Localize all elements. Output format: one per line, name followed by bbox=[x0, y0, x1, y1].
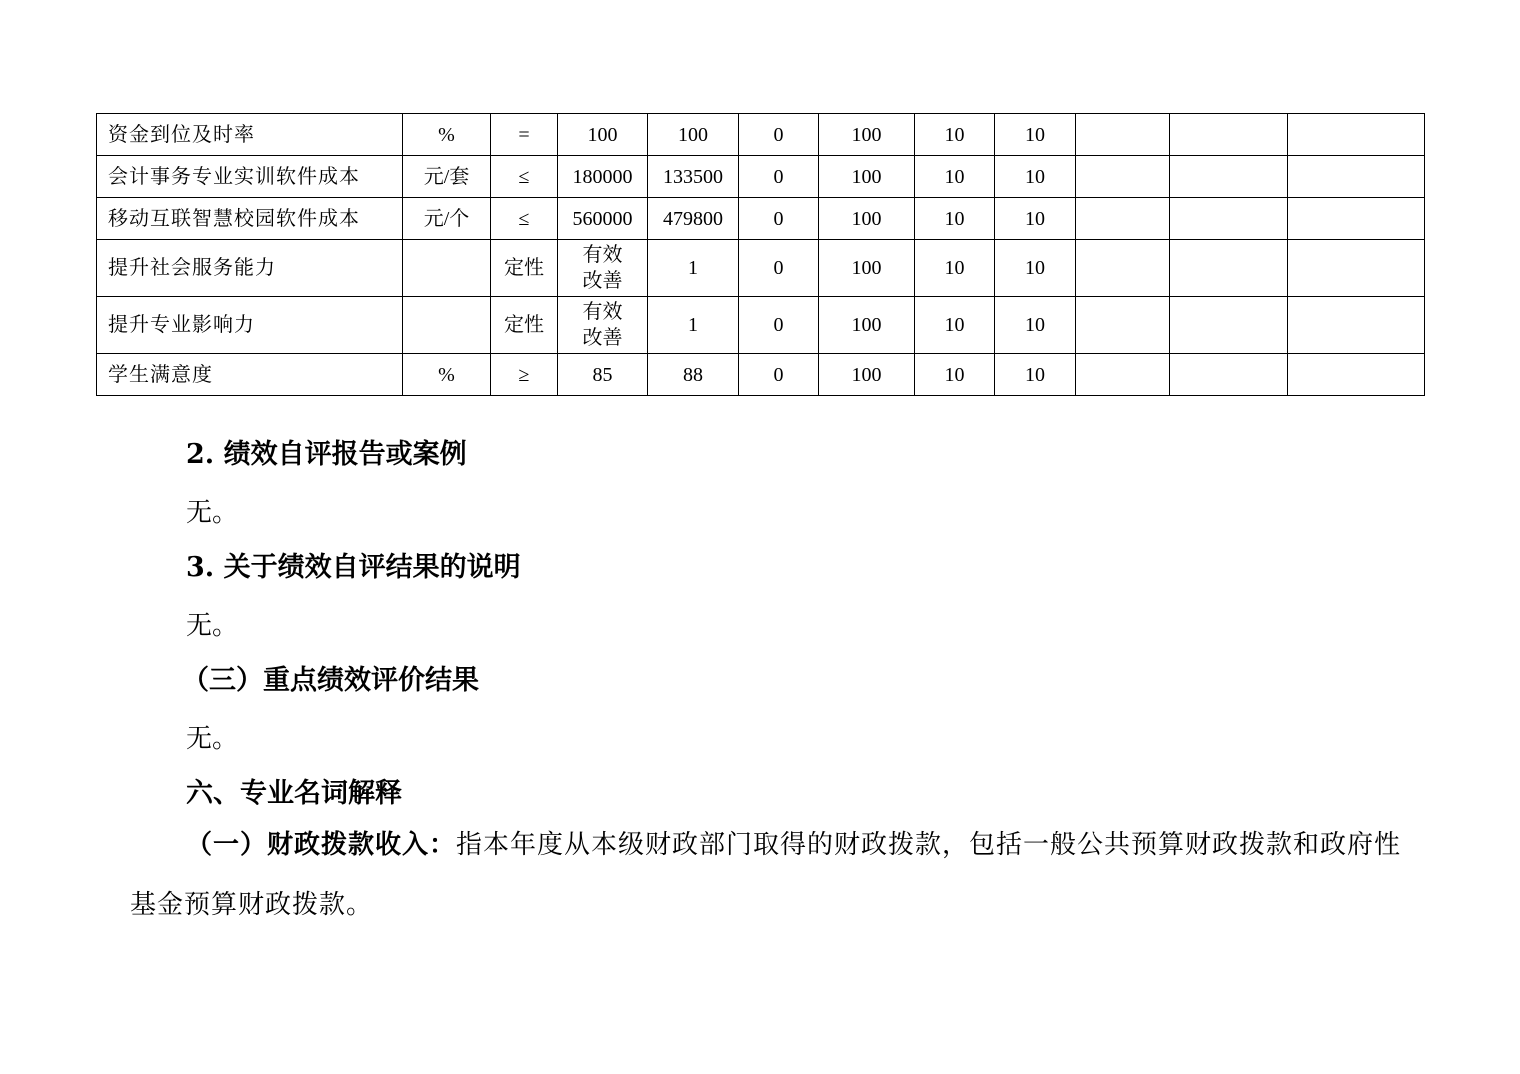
actual-value-cell: 88 bbox=[648, 354, 739, 396]
empty-cell bbox=[1076, 240, 1170, 297]
value-cell: 100 bbox=[819, 240, 915, 297]
value-cell: 0 bbox=[739, 297, 819, 354]
value-cell: 10 bbox=[995, 354, 1076, 396]
empty-cell bbox=[1076, 114, 1170, 156]
operator-cell: ≤ bbox=[491, 198, 558, 240]
value-cell: 100 bbox=[819, 114, 915, 156]
value-cell: 100 bbox=[819, 354, 915, 396]
operator-cell: ≤ bbox=[491, 156, 558, 198]
empty-cell bbox=[1288, 354, 1425, 396]
table-row bbox=[97, 240, 1425, 297]
indicator-name: 学生满意度 bbox=[97, 354, 403, 396]
section-heading-key-evaluation-results: （三）重点绩效评价结果 bbox=[182, 665, 479, 696]
unit-cell bbox=[403, 297, 491, 354]
section-heading-self-evaluation-report: 2. 绩效自评报告或案例 bbox=[186, 439, 467, 470]
target-value-cell: 560000 bbox=[558, 198, 648, 240]
operator-cell: 定性 bbox=[491, 297, 558, 354]
table-row bbox=[97, 114, 1425, 156]
table-row bbox=[97, 354, 1425, 396]
actual-value-cell: 133500 bbox=[648, 156, 739, 198]
value-cell: 10 bbox=[915, 297, 995, 354]
empty-cell bbox=[1288, 156, 1425, 198]
empty-cell bbox=[1288, 297, 1425, 354]
value-cell: 0 bbox=[739, 156, 819, 198]
indicator-name: 提升社会服务能力 bbox=[97, 240, 403, 297]
section-heading-self-evaluation-notes: 3. 关于绩效自评结果的说明 bbox=[186, 552, 521, 583]
table-row bbox=[97, 156, 1425, 198]
indicator-name: 提升专业影响力 bbox=[97, 297, 403, 354]
value-cell: 100 bbox=[819, 297, 915, 354]
target-value-cell bbox=[558, 240, 648, 297]
empty-cell bbox=[1076, 156, 1170, 198]
value-cell: 10 bbox=[995, 198, 1076, 240]
value-cell: 10 bbox=[995, 114, 1076, 156]
target-value-cell: 85 bbox=[558, 354, 648, 396]
target-line: 有效 bbox=[582, 301, 623, 323]
section-body-text: 无。 bbox=[186, 611, 239, 641]
empty-cell bbox=[1288, 198, 1425, 240]
target-value-cell: 100 bbox=[558, 114, 648, 156]
unit-cell: 元/个 bbox=[403, 198, 491, 240]
empty-cell bbox=[1076, 198, 1170, 240]
glossary-term: （一）财政拨款收入： bbox=[186, 830, 457, 860]
empty-cell bbox=[1170, 240, 1288, 297]
value-cell: 10 bbox=[915, 156, 995, 198]
value-cell: 0 bbox=[739, 198, 819, 240]
empty-cell bbox=[1076, 354, 1170, 396]
empty-cell bbox=[1170, 354, 1288, 396]
value-cell: 10 bbox=[995, 240, 1076, 297]
target-line: 改善 bbox=[582, 270, 623, 292]
operator-cell: = bbox=[491, 114, 558, 156]
unit-cell: 元/套 bbox=[403, 156, 491, 198]
glossary-term-text: 指本年度从本级财政部门取得的财政拨款，包括一般公共预算财政拨款和政府性基金预算财政拨款。 bbox=[130, 830, 1402, 920]
indicator-name: 会计事务专业实训软件成本 bbox=[97, 156, 403, 198]
empty-cell bbox=[1288, 240, 1425, 297]
value-cell: 10 bbox=[915, 240, 995, 297]
section-body-text: 无。 bbox=[186, 724, 239, 754]
empty-cell bbox=[1170, 297, 1288, 354]
target-line: 有效 bbox=[582, 244, 623, 266]
operator-cell: 定性 bbox=[491, 240, 558, 297]
operator-cell: ≥ bbox=[491, 354, 558, 396]
performance-indicator-table bbox=[96, 113, 1425, 396]
actual-value-cell: 479800 bbox=[648, 198, 739, 240]
value-cell: 10 bbox=[915, 354, 995, 396]
indicator-name: 资金到位及时率 bbox=[97, 114, 403, 156]
empty-cell bbox=[1076, 297, 1170, 354]
actual-value-cell: 1 bbox=[648, 297, 739, 354]
value-cell: 0 bbox=[739, 114, 819, 156]
table-row bbox=[97, 297, 1425, 354]
target-value-cell: 180000 bbox=[558, 156, 648, 198]
value-cell: 0 bbox=[739, 240, 819, 297]
empty-cell bbox=[1170, 156, 1288, 198]
value-cell: 0 bbox=[739, 354, 819, 396]
section-heading-glossary: 六、专业名词解释 bbox=[186, 778, 402, 809]
value-cell: 100 bbox=[819, 156, 915, 198]
value-cell: 10 bbox=[995, 156, 1076, 198]
target-value-cell bbox=[558, 297, 648, 354]
value-cell: 10 bbox=[995, 297, 1076, 354]
value-cell: 100 bbox=[819, 198, 915, 240]
empty-cell bbox=[1170, 198, 1288, 240]
indicator-name: 移动互联智慧校园软件成本 bbox=[97, 198, 403, 240]
empty-cell bbox=[1170, 114, 1288, 156]
actual-value-cell: 1 bbox=[648, 240, 739, 297]
unit-cell bbox=[403, 240, 491, 297]
section-body-text: 无。 bbox=[186, 498, 239, 528]
unit-cell: % bbox=[403, 114, 491, 156]
value-cell: 10 bbox=[915, 198, 995, 240]
glossary-definition bbox=[130, 815, 1410, 935]
target-line: 改善 bbox=[582, 327, 623, 349]
actual-value-cell: 100 bbox=[648, 114, 739, 156]
value-cell: 10 bbox=[915, 114, 995, 156]
unit-cell: % bbox=[403, 354, 491, 396]
table-row bbox=[97, 198, 1425, 240]
empty-cell bbox=[1288, 114, 1425, 156]
